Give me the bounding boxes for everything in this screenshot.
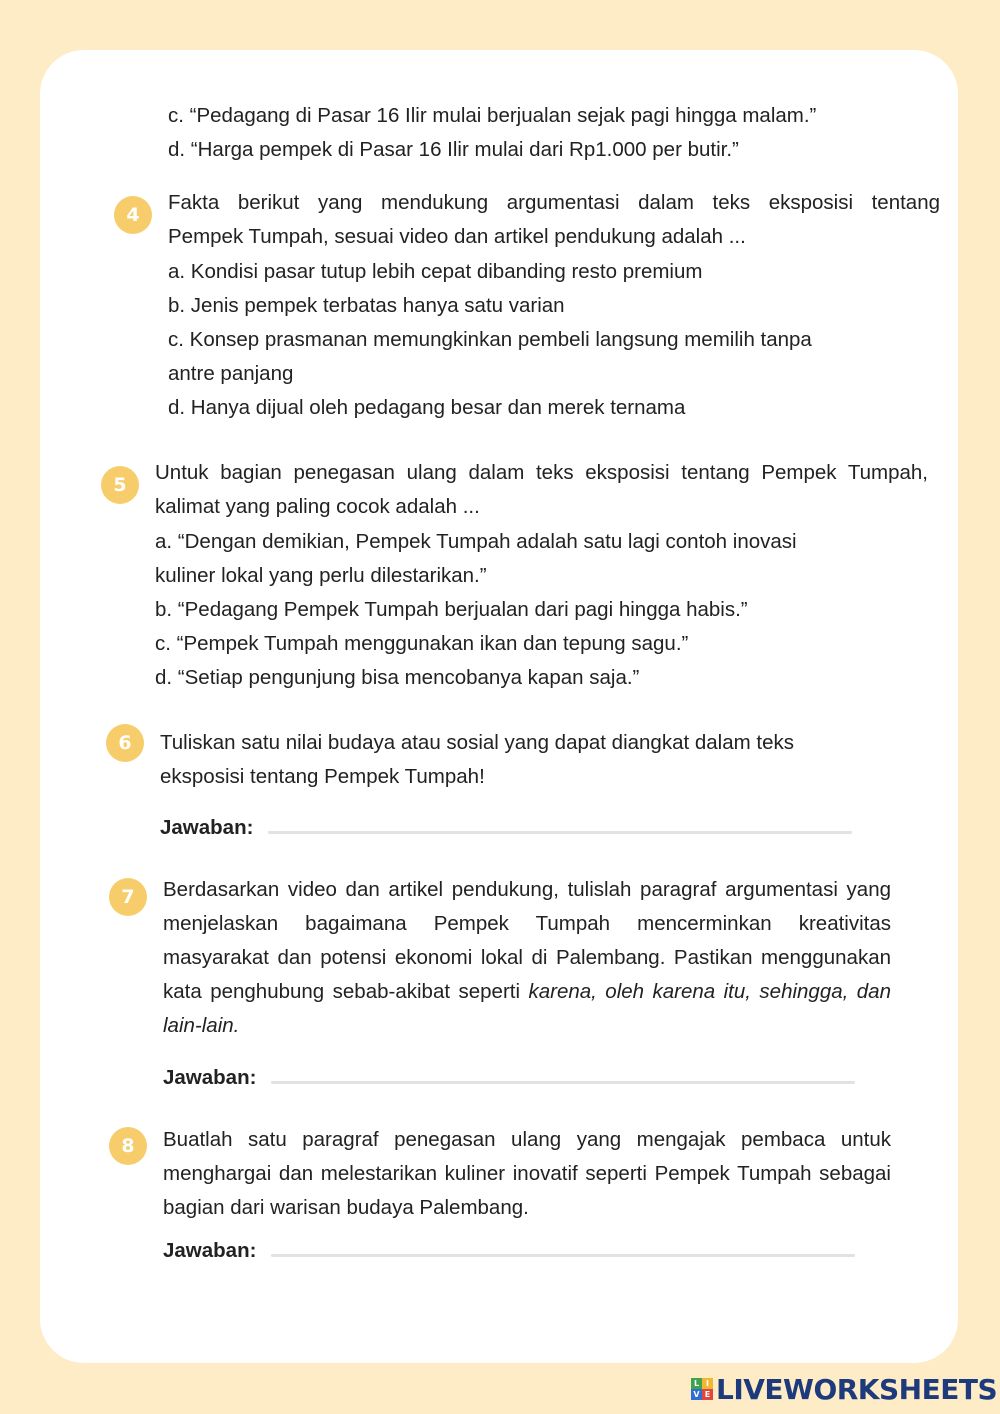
brand-name: LIVEWORKSHEETS [716, 1372, 998, 1406]
q7-question-text: Berdasarkan video dan artikel pendukung, tulislah paragraf argumentasi yang menjelaskan bagaimana Pempek Tumpah mencerminkan kreativitas masyarakat dan potensi ekonomi lokal di Palembang. Pastikan menggunakan kata penghubung sebab-akibat seperti [163, 878, 891, 1003]
logo-letter-i: I [702, 1378, 713, 1389]
question-number-badge-4: 4 [114, 196, 152, 234]
logo-letter-l: L [691, 1378, 702, 1389]
q3-option-c: c. “Pedagang di Pasar 16 Ilir mulai berjualan sejak pagi hingga malam.” [168, 104, 817, 127]
q7-answer-field[interactable] [271, 1081, 855, 1084]
q4-option-d: d. Hanya dijual oleh pedagang besar dan merek ternama [168, 396, 686, 419]
q3-option-d: d. “Harga pempek di Pasar 16 Ilir mulai dari Rp1.000 per butir.” [168, 138, 739, 161]
q4-question-line2: Pempek Tumpah, sesuai video dan artikel pendukung adalah ... [168, 225, 746, 248]
q6-answer-field[interactable] [268, 831, 852, 834]
q4-question-line1: Fakta berikut yang mendukung argumentasi dalam teks eksposisi tentang [168, 191, 940, 214]
q4-option-c: c. Konsep prasmanan memungkinkan pembeli langsung memilih tanpa [168, 328, 812, 351]
q7-question-italic: karena, oleh karena itu, sehingga, dan lain-lain. [163, 980, 891, 1037]
q8-answer-label: Jawaban: [163, 1239, 257, 1262]
q7-question [163, 873, 891, 1043]
q5-question: Untuk bagian penegasan ulang dalam teks eksposisi tentang Pempek Tumpah, kalimat yang paling cocok adalah ... [155, 461, 928, 518]
logo-letter-v: V [691, 1389, 702, 1400]
q4-option-a: a. Kondisi pasar tutup lebih cepat dibanding resto premium [168, 260, 703, 283]
q7-answer-label: Jawaban: [163, 1066, 257, 1089]
q5-option-c: c. “Pempek Tumpah menggunakan ikan dan tepung sagu.” [155, 632, 689, 655]
q6-question-line2: eksposisi tentang Pempek Tumpah! [160, 765, 485, 788]
q6-answer-label: Jawaban: [160, 816, 254, 839]
q5-option-d: d. “Setiap pengunjung bisa mencobanya kapan saja.” [155, 666, 640, 689]
q4-option-c-cont: antre panjang [168, 362, 294, 385]
q6-question-line1: Tuliskan satu nilai budaya atau sosial yang dapat diangkat dalam teks [160, 731, 794, 754]
q5-option-a: a. “Dengan demikian, Pempek Tumpah adalah satu lagi contoh inovasi [155, 530, 797, 553]
q8-question: Buatlah satu paragraf penegasan ulang yang mengajak pembaca untuk menghargai dan melestarikan kuliner inovatif seperti Pempek Tumpah sebagai bagian dari warisan budaya Palembang. [163, 1128, 891, 1219]
question-number-badge-6: 6 [106, 724, 144, 762]
q8-answer-field[interactable] [271, 1254, 855, 1257]
logo-letter-e: E [702, 1389, 713, 1400]
question-number-badge-5: 5 [101, 466, 139, 504]
q5-option-b: b. “Pedagang Pempek Tumpah berjualan dari pagi hingga habis.” [155, 598, 748, 621]
liveworksheets-brand [691, 1372, 997, 1406]
liveworksheets-logo-icon [691, 1378, 713, 1400]
question-number-badge-7: 7 [109, 878, 147, 916]
q5-option-a-cont: kuliner lokal yang perlu dilestarikan.” [155, 564, 487, 587]
q4-option-b: b. Jenis pempek terbatas hanya satu varian [168, 294, 565, 317]
question-number-badge-8: 8 [109, 1127, 147, 1165]
